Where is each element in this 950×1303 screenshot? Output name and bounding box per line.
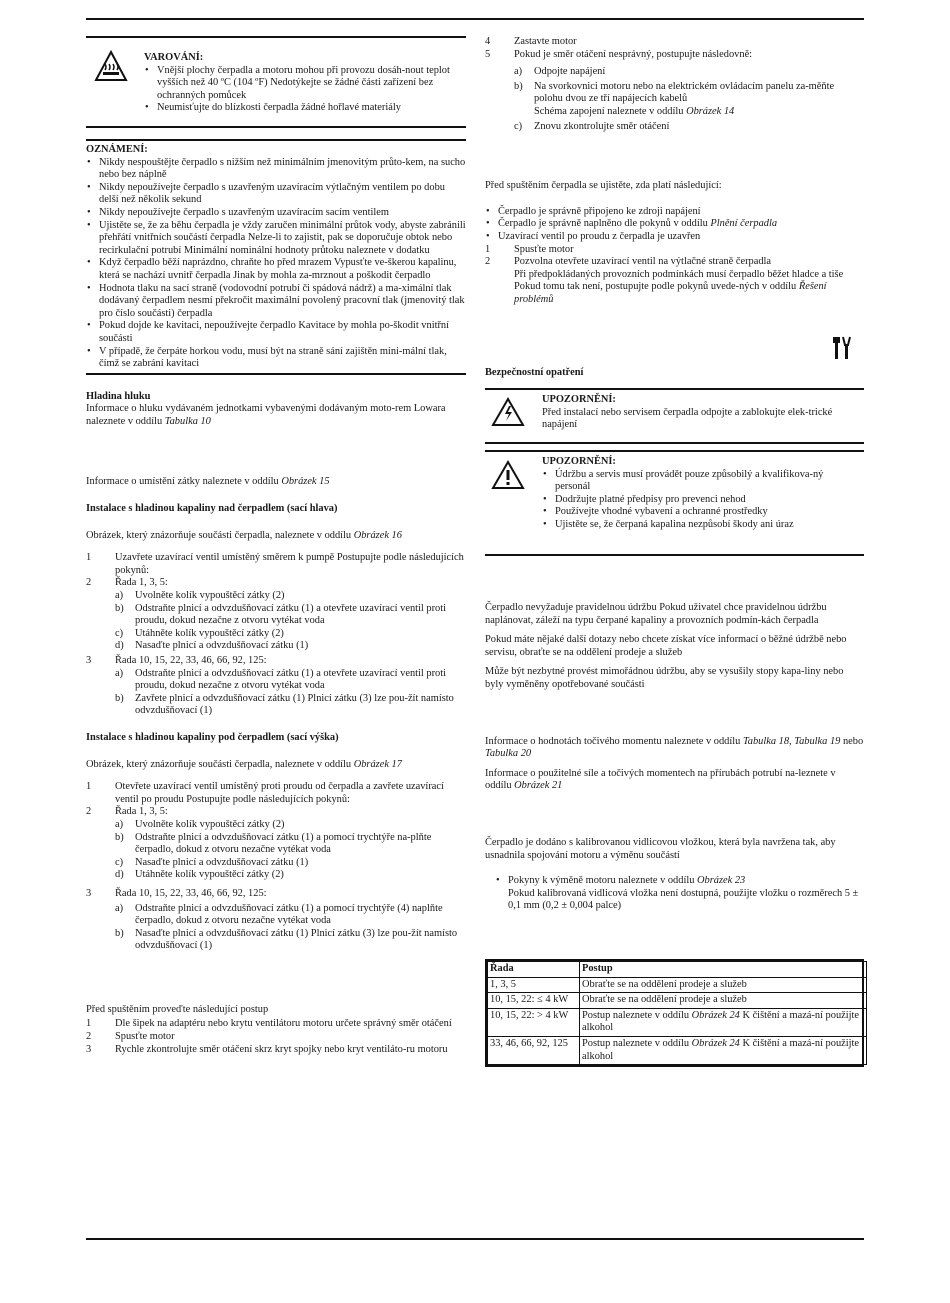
substep-item: c) Nasaďte plnicí a odvzdušňovací zátku (1) bbox=[115, 856, 309, 868]
table-cell: 1, 3, 5 bbox=[488, 977, 580, 993]
table-header-row bbox=[488, 962, 867, 978]
torque-ref[interactable]: Tabulka 18 bbox=[742, 735, 790, 747]
substep-item: a) Uvolněte kolík vypouštěcí zátky (2) bbox=[115, 590, 285, 602]
notice-title: OZNÁMENÍ: bbox=[86, 139, 466, 157]
plug-ref[interactable]: Obrázek 15 bbox=[281, 476, 330, 488]
substep-item: b) Nasaďte plnicí a odvzdušňovací zátku (1) Plnicí zátku (3) lze pou-žít namísto odvzdušňovací (1) bbox=[115, 927, 458, 952]
start-steps bbox=[485, 244, 864, 307]
rotation-intro: Před spuštěním proveďte následující postup bbox=[86, 1003, 269, 1015]
table-row bbox=[488, 977, 867, 993]
maintenance-p2: Pokud máte nějaké další dotazy nebo chcete získat více informací o běžné údržbě nebo servisu, obraťte se na oddělení prodeje a služeb bbox=[485, 634, 847, 658]
left-column bbox=[86, 36, 466, 1056]
step-item: 1 Otevřete uzavírací ventil umístěný proti proudu od čerpadla a zavřete uzavírací ventil po proudu Postupujte podle následujících pokynů: bbox=[86, 781, 444, 805]
notice-box bbox=[86, 139, 466, 375]
noise-heading: Hladina hluku bbox=[86, 390, 151, 402]
notice-item: • Nikdy nespouštějte čerpadlo s nižším než minimálním jmenovitým průto-kem, na sucho nebo bez náplně bbox=[86, 157, 466, 182]
table-ref[interactable]: Obrázek 24 bbox=[691, 1009, 740, 1021]
notice-item: • Nikdy nepoužívejte čerpadlo s uzavřeným uzavíracím sacím ventilem bbox=[86, 207, 466, 220]
table-header: Postup bbox=[580, 962, 867, 978]
step-item: 2 Spusťte motor bbox=[86, 1031, 175, 1043]
table-cell: Obraťte se na oddělení prodeje a služeb bbox=[580, 993, 867, 1009]
table-cell: 10, 15, 22: > 4 kW bbox=[488, 1008, 580, 1036]
step-item: 2 Řada 1, 3, 5: bbox=[86, 806, 168, 818]
table-ref[interactable]: Obrázek 24 bbox=[691, 1037, 740, 1049]
above-heading: Instalace s hladinou kapaliny nad čerpadlem (sací hlava) bbox=[86, 503, 338, 515]
step-item: 3 Rychle zkontrolujte směr otáčení skrz kryt spojky nebo kryt ventiláto-ru motoru bbox=[86, 1043, 448, 1055]
tools-icon bbox=[832, 335, 852, 361]
rotation-steps bbox=[86, 1018, 466, 1056]
caution-item: • Dodržujte platné předpisy pro prevenci nehod bbox=[542, 494, 860, 507]
caution-title: UPOZORNĚNÍ: bbox=[542, 394, 616, 406]
step-item: 1 Spusťte motor bbox=[485, 243, 574, 255]
torque-ref[interactable]: Tabulka 20 bbox=[485, 748, 532, 760]
substep-item: a) Odstraňte plnicí a odvzdušňovací zátku (1) a pomocí trychtýře (4) naplňte čerpadlo, dokud z otvoru nezačne vytékat voda bbox=[115, 902, 443, 927]
motor-p1: Čerpadlo je dodáno s kalibrovanou vidlicovou vložkou, která byla navržena tak, aby usnadnila spojování motoru a výměnu součástí bbox=[485, 837, 836, 861]
rotation-cont-steps bbox=[485, 36, 864, 61]
warning-item: • Vnější plochy čerpadla a motoru mohou při provozu dosáh-nout teplot vyšších než 40 ºC (104 ºF) Nedotýkejte se žádné části zařízení bez ochranných pomůcek bbox=[144, 65, 462, 103]
safety-heading: Bezpečnostní opatření bbox=[485, 366, 584, 378]
substep-item: c) Znovu zkontrolujte směr otáčení bbox=[514, 120, 670, 132]
table-cell: 10, 15, 22: ≤ 4 kW bbox=[488, 993, 580, 1009]
step-item: 5 Pokud je směr otáčení nesprávný, postupujte následovně: bbox=[485, 48, 753, 60]
start-checklist bbox=[485, 206, 864, 244]
caution-item: • Údržbu a servis musí provádět pouze způsobilý a kvalifikova-ný personál bbox=[542, 469, 860, 494]
substep-item: d) Utáhněte kolík vypouštěcí zátky (2) bbox=[115, 869, 284, 881]
maintenance-p3: Může být nezbytné provést mimořádnou údržbu, aby se vysušily stopy kapa-liny nebo byly vyměněny opotřebované součásti bbox=[485, 666, 844, 691]
flange-ref[interactable]: Obrázek 21 bbox=[514, 780, 563, 792]
right-column bbox=[485, 36, 864, 1067]
above-steps bbox=[86, 552, 466, 590]
troubleshoot-ref[interactable]: Řešení problémů bbox=[514, 281, 827, 305]
noise-ref[interactable]: Tabulka 10 bbox=[164, 415, 211, 427]
step-item: 3 Řada 10, 15, 22, 33, 46, 66, 92, 125: bbox=[86, 887, 267, 899]
notice-item: • Nikdy nepoužívejte čerpadlo s uzavřeným uzavíracím výtlačným ventilem po dobu delší než několik sekund bbox=[86, 182, 466, 207]
caution-general-box bbox=[485, 450, 864, 556]
step-item: 2 Řada 1, 3, 5: bbox=[86, 577, 168, 589]
caution-item: • Ujistěte se, že čerpaná kapalina nezpůsobí škody ani úraz bbox=[542, 519, 860, 532]
substep-item: a) Odpojte napájení bbox=[514, 66, 606, 78]
step-item: 4 Zastavte motor bbox=[485, 36, 577, 47]
step-item: 3 Řada 10, 15, 22, 33, 46, 66, 92, 125: bbox=[86, 655, 267, 666]
substep-item: a) Odstraňte plnicí a odvzdušňovací zátku (1) a otevřete uzavírací ventil proti proudu, dokud nezačne z otvoru vytékat voda bbox=[115, 667, 447, 692]
torque-p1: Informace o hodnotách točivého momentu naleznete v oddílu Tabulka 18, Tabulka 19 nebo Tabulka 20 bbox=[485, 735, 864, 760]
motor-ref[interactable]: Obrázek 23 bbox=[697, 875, 746, 887]
motor-item: • Pokyny k výměně motoru naleznete v oddílu Obrázek 23 Pokud kalibrovaná vidlicová vložka není dostupná, použijte vložku o rozměrech 5 ± 0,1 mm (0,2 ± 0,004 palce) bbox=[495, 875, 864, 913]
table-row bbox=[488, 993, 867, 1009]
table-row bbox=[488, 1036, 867, 1064]
wiring-ref[interactable]: Obrázek 14 bbox=[686, 105, 735, 117]
below-heading: Instalace s hladinou kapaliny pod čerpadlem (sací výška) bbox=[86, 731, 339, 743]
substep-item: d) Nasaďte plnicí a odvzdušňovací zátku (1) bbox=[115, 640, 309, 652]
warning-box bbox=[86, 36, 466, 128]
check-item: • Uzavírací ventil po proudu z čerpadla je uzavřen bbox=[485, 231, 864, 244]
table-cell: 33, 46, 66, 92, 125 bbox=[488, 1036, 580, 1064]
table-cell: Postup naleznete v oddílu Obrázek 24 K čištění a mazá-ní použijte alkohol bbox=[580, 1036, 867, 1064]
notice-item: • Pokud dojde ke kavitaci, nepoužívejte čerpadlo Kavitace by mohla po-škodit vnitřní součásti bbox=[86, 320, 466, 345]
notice-item: • Hodnota tlaku na sací straně (vodovodní potrubí či spádová nádrž) a ma-ximální tlak dodávaný čerpadlem nesmí překročit maximální povolený pracovní tlak (jmenovitý tlak pro číslo součásti) čerpadla bbox=[86, 283, 466, 321]
plug-text: Informace o umístění zátky naleznete v oddílu Obrázek 15 bbox=[86, 476, 330, 488]
above-step3-sub bbox=[86, 668, 466, 718]
electric-hazard-icon bbox=[491, 397, 525, 427]
maintenance-p1: Čerpadlo nevyžaduje pravidelnou údržbu Pokud uživatel chce pravidelnou údržbu naplánovat, záleží na typu čerpané kapaliny a provozních podmín-kách čerpadla bbox=[485, 602, 827, 626]
step-item: 1 Dle šipek na adaptéru nebo krytu ventilátoru motoru určete správný směr otáčení bbox=[86, 1018, 452, 1030]
table-header: Řada bbox=[488, 962, 580, 978]
below-steps bbox=[86, 781, 466, 819]
caution-item: • Používejte vhodné vybavení a ochranné prostředky bbox=[542, 506, 860, 519]
start-intro: Před spuštěním čerpadla se ujistěte, zda platí následující: bbox=[485, 180, 722, 192]
rotation-cont-sub bbox=[485, 66, 864, 133]
bottom-rule bbox=[86, 1238, 864, 1240]
notice-item: • V případě, že čerpáte horkou vodu, musí být na straně sání zajištěn mini-mální tlak, čímž se zabrání kavitaci bbox=[86, 346, 466, 371]
noise-text: Informace o hluku vydávaném jednotkami vybavenými dodávaným moto-rem Lowara naleznete v oddílu Tabulka 10 bbox=[86, 403, 446, 427]
notice-item: • Ujistěte se, že za běhu čerpadla je vždy zaručen minimální průtok vody, abyste zabránili přehřátí vnitřních součástí čerpadla Nelze-li to zajistit, pak se doporučuje obtok nebo recirkulační potrubí Minimální nominální hodnoty průtoku naleznete v dodatku bbox=[86, 220, 466, 258]
below-ref[interactable]: Obrázek 17 bbox=[353, 758, 402, 770]
table-row bbox=[488, 1008, 867, 1036]
notice-item: • Když čerpadlo běží naprázdno, chraňte ho před mrazem Vypusťte ve-škerou kapalinu, která se nachází uvnitř čerpadla Jinak by mohla za-mrznout a poškodit čerpadlo bbox=[86, 257, 466, 282]
substep-item: b) Na svorkovnici motoru nebo na elektrickém ovládacím panelu za-měňte polohu dvou ze tří napájecích kabelů Schéma zapojení naleznete v oddílu Obrázek 14 bbox=[514, 80, 835, 117]
step-item: 2 Pozvolna otevřete uzavírací ventil na výtlačné straně čerpadla Při předpokládaných provozních podmínkách musí čerpadlo běžet hladce a tiše Pokud tomu tak není, postupujte podle pokynů uvede-ných v oddílu Řešení problémů bbox=[485, 256, 844, 305]
warning-title: VAROVÁNÍ: bbox=[144, 52, 204, 63]
top-rule bbox=[86, 18, 864, 20]
above-step2-sub bbox=[86, 590, 466, 653]
substep-item: b) Zavřete plnicí a odvzdušňovací zátku (1) Plnicí zátku (3) lze pou-žít namísto odvzdušňovací (1) bbox=[115, 692, 454, 717]
torque-ref[interactable]: Tabulka 19 bbox=[794, 735, 841, 747]
check-item: • Čerpadlo je správně naplněno dle pokynů v oddílu Plnění čerpadla bbox=[485, 218, 864, 231]
above-intro: Obrázek, který znázorňuje součásti čerpadla, naleznete v oddílu Obrázek 16 bbox=[86, 529, 402, 541]
warning-item: • Neumisťujte do blízkosti čerpadla žádné hořlavé materiály bbox=[144, 102, 462, 115]
hot-surface-icon bbox=[94, 50, 128, 82]
caution-electric-box bbox=[485, 388, 864, 444]
substep-item: b) Odstraňte plnicí a odvzdušňovací zátku (1) a otevřete uzavírací ventil proti proudu, dokud nezačne z otvoru vytékat voda bbox=[115, 602, 447, 627]
caution-title: UPOZORNĚNÍ: bbox=[542, 456, 616, 468]
substep-item: b) Odstraňte plnicí a odvzdušňovací zátku (1) a pomocí trychtýře na-plňte čerpadlo, dokud z otvoru nezačne vytékat voda bbox=[115, 831, 432, 856]
caution-text: Před instalací nebo servisem čerpadla odpojte a zablokujte elek-trické napájení bbox=[542, 406, 833, 431]
below-step3-sub bbox=[86, 903, 466, 953]
substep-item: a) Uvolněte kolík vypouštěcí zátky (2) bbox=[115, 818, 285, 830]
step-item: 1 Uzavřete uzavírací ventil umístěný směrem k pumpě Postupujte podle následujících pokynů: bbox=[86, 552, 464, 576]
check-item: • Čerpadlo je správně připojeno ke zdroji napájení bbox=[485, 206, 864, 219]
table-cell: Postup naleznete v oddílu Obrázek 24 K čištění a mazá-ní použijte alkohol bbox=[580, 1008, 867, 1036]
warning-triangle-icon bbox=[491, 460, 525, 490]
cleaning-table bbox=[485, 959, 864, 1067]
below-intro: Obrázek, který znázorňuje součásti čerpadla, naleznete v oddílu Obrázek 17 bbox=[86, 758, 402, 770]
substep-item: c) Utáhněte kolík vypouštěcí zátky (2) bbox=[115, 627, 284, 639]
above-ref[interactable]: Obrázek 16 bbox=[353, 529, 402, 541]
priming-ref[interactable]: Plnění čerpadla bbox=[710, 218, 778, 230]
torque-p2: Informace o použitelné síle a točivých momentech na přírubách potrubí na-leznete v oddílu Obrázek 21 bbox=[485, 767, 836, 792]
below-step2-sub bbox=[86, 819, 466, 882]
motor-list bbox=[485, 875, 864, 913]
table-cell: Obraťte se na oddělení prodeje a služeb bbox=[580, 977, 867, 993]
